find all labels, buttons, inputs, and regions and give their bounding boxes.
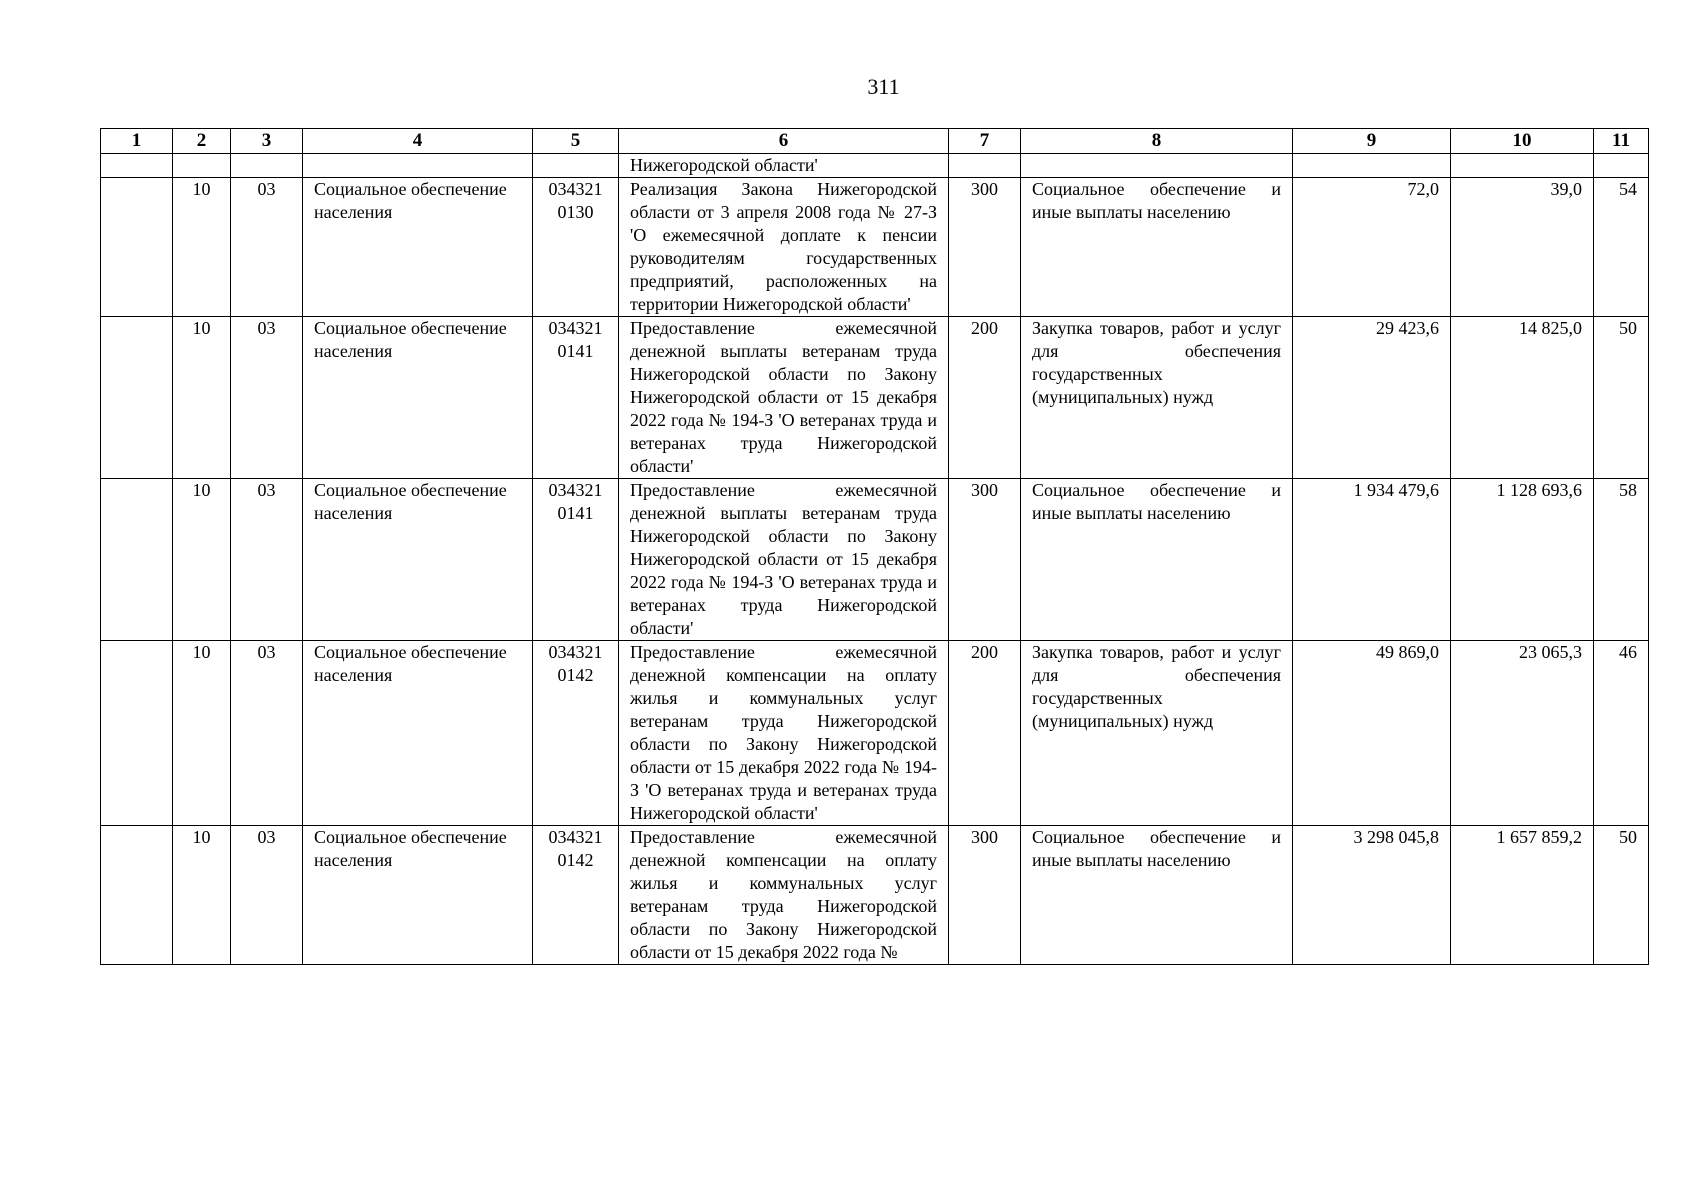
section-code: 10 xyxy=(173,826,231,965)
target-article-code-part: 0142 xyxy=(557,665,594,685)
percent-col11: 46 xyxy=(1594,641,1649,826)
amount-col10: 14 825,0 xyxy=(1451,317,1594,479)
subsection-code: 03 xyxy=(231,479,303,641)
section-name: Социальное обеспечение населения xyxy=(303,826,533,965)
expense-type-code: 200 xyxy=(949,641,1021,826)
header-cell: 1 xyxy=(101,129,173,154)
target-article-code-part: 0141 xyxy=(557,503,594,523)
amount-col9: 29 423,6 xyxy=(1293,317,1451,479)
target-article-code xyxy=(533,479,619,641)
table-cell xyxy=(303,154,533,178)
target-article-code xyxy=(533,641,619,826)
description-cell: Предоставление ежемесячной денежной компенсации на оплату жилья и коммунальных услуг ветеранам труда Нижегородской области по Закону Нижегородской области от 15 декабря 2022 года № xyxy=(619,826,949,965)
target-article-code-part: 034321 xyxy=(548,480,603,500)
description-cell: Реализация Закона Нижегородской области от 3 апреля 2008 года № 27-З 'О ежемесячной доплате к пенсии руководителям государственных предприятий, расположенных на территории Нижегородской области' xyxy=(619,178,949,317)
header-cell: 10 xyxy=(1451,129,1594,154)
table-cell xyxy=(949,154,1021,178)
expense-type-name: Закупка товаров, работ и услуг для обеспечения государственных (муниципальных) нужд xyxy=(1021,641,1293,826)
table-cell xyxy=(101,479,173,641)
table-row xyxy=(101,479,1649,641)
description-cell: Предоставление ежемесячной денежной выплаты ветеранам труда Нижегородской области по Закону Нижегородской области от 15 декабря 2022 года № 194-З 'О ветеранах труда и ветеранах труда Нижегородской области' xyxy=(619,317,949,479)
continuation-row xyxy=(101,154,1649,178)
amount-col10: 1 128 693,6 xyxy=(1451,479,1594,641)
budget-table xyxy=(100,128,1649,965)
header-cell: 9 xyxy=(1293,129,1451,154)
subsection-code: 03 xyxy=(231,641,303,826)
table-cell xyxy=(101,178,173,317)
expense-type-name: Социальное обеспечение и иные выплаты населению xyxy=(1021,826,1293,965)
target-article-code xyxy=(533,826,619,965)
table-cell xyxy=(1293,154,1451,178)
table-row xyxy=(101,178,1649,317)
header-cell: 2 xyxy=(173,129,231,154)
header-cell: 3 xyxy=(231,129,303,154)
expense-type-code: 300 xyxy=(949,178,1021,317)
table-cell xyxy=(101,154,173,178)
target-article-code-part: 0130 xyxy=(557,202,594,222)
header-cell: 8 xyxy=(1021,129,1293,154)
table-cell xyxy=(173,154,231,178)
amount-col9: 3 298 045,8 xyxy=(1293,826,1451,965)
section-name: Социальное обеспечение населения xyxy=(303,178,533,317)
expense-type-name: Закупка товаров, работ и услуг для обеспечения государственных (муниципальных) нужд xyxy=(1021,317,1293,479)
target-article-code xyxy=(533,317,619,479)
expense-type-code: 300 xyxy=(949,479,1021,641)
target-article-code-part: 034321 xyxy=(548,318,603,338)
table-cell xyxy=(101,641,173,826)
amount-col10: 1 657 859,2 xyxy=(1451,826,1594,965)
target-article-code xyxy=(533,178,619,317)
expense-type-code: 200 xyxy=(949,317,1021,479)
description-cell: Предоставление ежемесячной денежной компенсации на оплату жилья и коммунальных услуг ветеранам труда Нижегородской области по Закону Нижегородской области от 15 декабря 2022 года № 194-З 'О ветеранах труда и ветеранах труда Нижегородской области' xyxy=(619,641,949,826)
percent-col11: 50 xyxy=(1594,317,1649,479)
description-cell: Предоставление ежемесячной денежной выплаты ветеранам труда Нижегородской области по Закону Нижегородской области от 15 декабря 2022 года № 194-З 'О ветеранах труда и ветеранах труда Нижегородской области' xyxy=(619,479,949,641)
subsection-code: 03 xyxy=(231,178,303,317)
header-cell: 7 xyxy=(949,129,1021,154)
section-name: Социальное обеспечение населения xyxy=(303,317,533,479)
target-article-code-part: 034321 xyxy=(548,179,603,199)
table-cell xyxy=(101,826,173,965)
header-cell: 5 xyxy=(533,129,619,154)
percent-col11: 54 xyxy=(1594,178,1649,317)
percent-col11: 50 xyxy=(1594,826,1649,965)
table-cell xyxy=(101,317,173,479)
expense-type-code: 300 xyxy=(949,826,1021,965)
target-article-code-part: 0141 xyxy=(557,341,594,361)
section-code: 10 xyxy=(173,317,231,479)
section-name: Социальное обеспечение населения xyxy=(303,479,533,641)
table-cell xyxy=(533,154,619,178)
table-cell xyxy=(1451,154,1594,178)
subsection-code: 03 xyxy=(231,826,303,965)
header-cell: 6 xyxy=(619,129,949,154)
description-cell: Нижегородской области' xyxy=(619,154,949,178)
page-number: 311 xyxy=(867,74,900,99)
header-cell: 11 xyxy=(1594,129,1649,154)
table-row xyxy=(101,826,1649,965)
table-cell xyxy=(1594,154,1649,178)
amount-col9: 1 934 479,6 xyxy=(1293,479,1451,641)
target-article-code-part: 0142 xyxy=(557,850,594,870)
amount-col10: 39,0 xyxy=(1451,178,1594,317)
table-cell xyxy=(1021,154,1293,178)
target-article-code-part: 034321 xyxy=(548,827,603,847)
expense-type-name: Социальное обеспечение и иные выплаты населению xyxy=(1021,178,1293,317)
amount-col10: 23 065,3 xyxy=(1451,641,1594,826)
section-code: 10 xyxy=(173,479,231,641)
table-row xyxy=(101,641,1649,826)
amount-col9: 72,0 xyxy=(1293,178,1451,317)
table-row xyxy=(101,317,1649,479)
section-code: 10 xyxy=(173,641,231,826)
percent-col11: 58 xyxy=(1594,479,1649,641)
header-row xyxy=(101,129,1649,154)
expense-type-name: Социальное обеспечение и иные выплаты населению xyxy=(1021,479,1293,641)
table-cell xyxy=(231,154,303,178)
target-article-code-part: 034321 xyxy=(548,642,603,662)
section-name: Социальное обеспечение населения xyxy=(303,641,533,826)
subsection-code: 03 xyxy=(231,317,303,479)
amount-col9: 49 869,0 xyxy=(1293,641,1451,826)
header-cell: 4 xyxy=(303,129,533,154)
section-code: 10 xyxy=(173,178,231,317)
